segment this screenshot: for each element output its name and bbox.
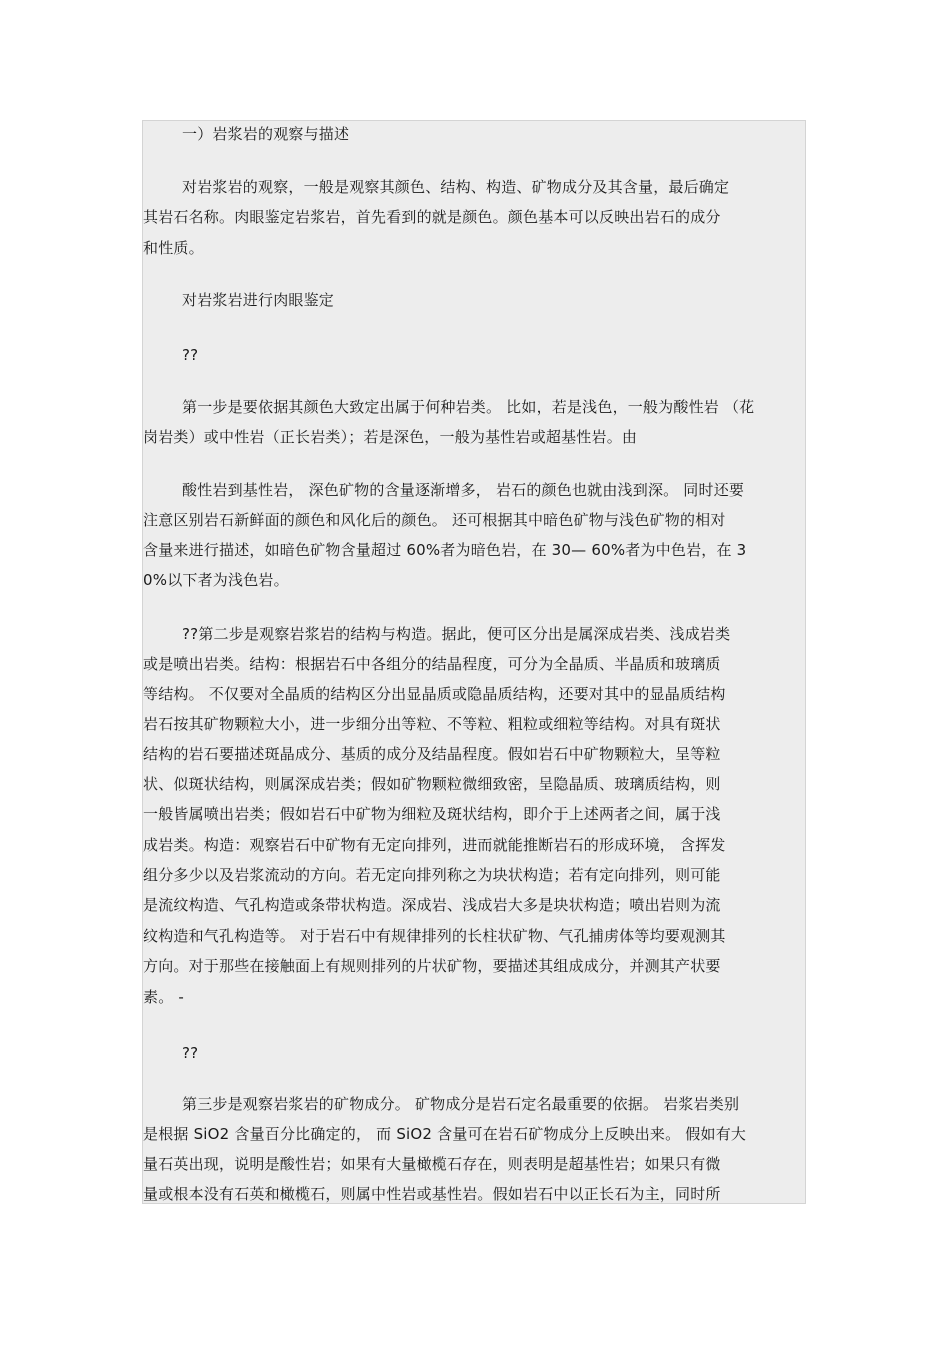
paragraph-line: 量或根本没有石英和橄榄石，则属中性岩或基性岩。假如岩石中以正长石为主，同时所 bbox=[143, 1185, 721, 1203]
paragraph-line: 对岩浆岩进行肉眼鉴定 bbox=[182, 291, 335, 309]
paragraph-line: 岩石按其矿物颗粒大小，进一步细分出等粒、不等粒、粗粒或细粒等结构。对具有斑状 bbox=[143, 715, 721, 733]
paragraph-line: 含量来进行描述，如暗色矿物含量超过 60%者为暗色岩，在 30— 60%者为中色岩，在 3 bbox=[143, 541, 747, 559]
paragraph-line: 量石英出现，说明是酸性岩；如果有大量橄榄石存在，则表明是超基性岩；如果只有微 bbox=[143, 1155, 721, 1173]
paragraph-line: 酸性岩到基性岩， 深色矿物的含量逐渐增多， 岩石的颜色也就由浅到深。 同时还要 bbox=[182, 481, 745, 499]
paragraph-line: 注意区别岩石新鲜面的颜色和风化后的颜色。 还可根据其中暗色矿物与浅色矿物的相对 bbox=[143, 511, 726, 529]
paragraph-line: 或是喷出岩类。结构：根据岩石中各组分的结晶程度，可分为全晶质、半晶质和玻璃质 bbox=[143, 655, 721, 673]
paragraph-line: 结构的岩石要描述斑晶成分、基质的成分及结晶程度。假如岩石中矿物颗粒大，呈等粒 bbox=[143, 745, 721, 763]
paragraph-line: 和性质。 bbox=[143, 239, 204, 257]
paragraph-line: 对岩浆岩的观察，一般是观察其颜色、结构、构造、矿物成分及其含量，最后确定 bbox=[182, 178, 730, 196]
paragraph-line: 岗岩类）或中性岩（正长岩类）；若是深色，一般为基性岩或超基性岩。由 bbox=[143, 428, 638, 446]
paragraph-line: ??第二步是观察岩浆岩的结构与构造。据此，便可区分出是属深成岩类、浅成岩类 bbox=[182, 625, 731, 643]
document-panel bbox=[142, 120, 806, 1204]
paragraph-line: ?? bbox=[182, 1044, 199, 1062]
paragraph-line: 状、似斑状结构，则属深成岩类；假如矿物颗粒微细致密，呈隐晶质、玻璃质结构，则 bbox=[143, 775, 721, 793]
paragraph-line: 0%以下者为浅色岩。 bbox=[143, 571, 289, 589]
section-title: 一）岩浆岩的观察与描述 bbox=[182, 125, 350, 143]
paragraph-line: 纹构造和气孔构造等。 对于岩石中有规律排列的长柱状矿物、气孔捕虏体等均要观测其 bbox=[143, 927, 726, 945]
paragraph-line: 成岩类。构造：观察岩石中矿物有无定向排列，进而就能推断岩石的形成环境， 含挥发 bbox=[143, 836, 726, 854]
paragraph-line: 组分多少以及岩浆流动的方向。若无定向排列称之为块状构造；若有定向排列，则可能 bbox=[143, 866, 721, 884]
paragraph-line: 第一步是要依据其颜色大致定出属于何种岩类。 比如，若是浅色，一般为酸性岩 （花 bbox=[182, 398, 755, 416]
paragraph-line: 等结构。 不仅要对全晶质的结构区分出显晶质或隐晶质结构，还要对其中的显晶质结构 bbox=[143, 685, 726, 703]
paragraph-line: 素。 - bbox=[143, 988, 184, 1006]
paragraph-line: 是根据 SiO2 含量百分比确定的， 而 SiO2 含量可在岩石矿物成分上反映出来。 假如有大 bbox=[143, 1125, 747, 1143]
paragraph-line: ?? bbox=[182, 346, 199, 364]
paragraph-line: 其岩石名称。肉眼鉴定岩浆岩，首先看到的就是颜色。颜色基本可以反映出岩石的成分 bbox=[143, 208, 721, 226]
paragraph-line: 方向。对于那些在接触面上有规则排列的片状矿物，要描述其组成成分，并测其产状要 bbox=[143, 957, 721, 975]
paragraph-line: 第三步是观察岩浆岩的矿物成分。 矿物成分是岩石定名最重要的依据。 岩浆岩类别 bbox=[182, 1095, 740, 1113]
paragraph-line: 一般皆属喷出岩类；假如岩石中矿物为细粒及斑状结构，即介于上述两者之间，属于浅 bbox=[143, 805, 721, 823]
paragraph-line: 是流纹构造、气孔构造或条带状构造。深成岩、浅成岩大多是块状构造；喷出岩则为流 bbox=[143, 896, 721, 914]
